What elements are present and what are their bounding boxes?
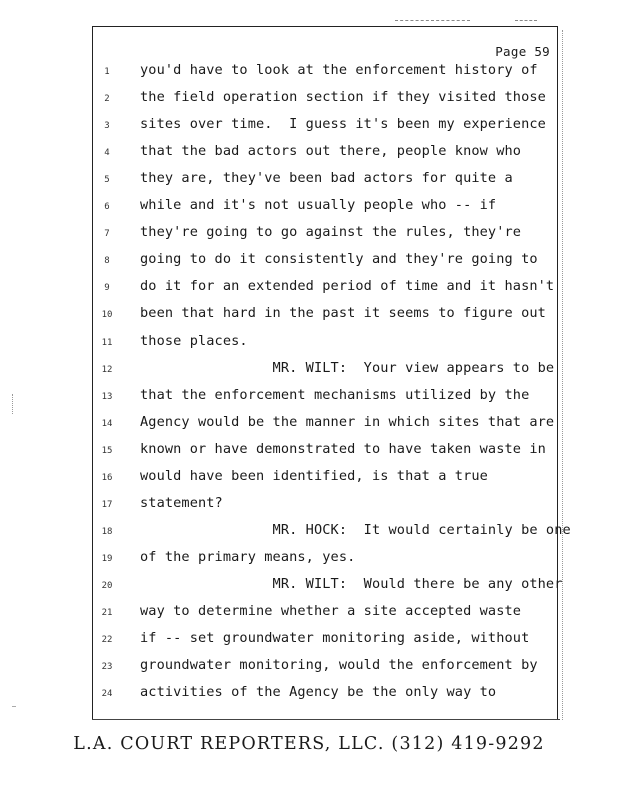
line-number: 2 <box>104 94 110 105</box>
transcript-line <box>0 89 618 116</box>
line-text: MR. HOCK: It would certainly be one <box>140 521 571 538</box>
line-number: 7 <box>104 229 110 240</box>
top-edge-mark-2 <box>515 20 537 22</box>
transcript-line <box>0 441 618 468</box>
line-number: 22 <box>101 635 113 646</box>
transcript-line <box>0 630 618 657</box>
line-text: MR. WILT: Would there be any other <box>140 575 563 592</box>
line-number: 5 <box>104 175 110 186</box>
court-reporter-footer: L.A. COURT REPORTERS, LLC. (312) 419-9292 <box>73 734 545 754</box>
transcript-line <box>0 657 618 684</box>
transcript-line <box>0 143 618 170</box>
line-number: 11 <box>101 337 113 348</box>
top-edge-mark <box>395 20 470 22</box>
line-number: 3 <box>104 121 110 132</box>
line-text: statement? <box>140 494 223 511</box>
page-number: Page 59 <box>495 44 550 59</box>
transcript-line <box>0 684 618 711</box>
transcript-line <box>0 468 618 495</box>
line-text: sites over time. I guess it's been my experience <box>140 116 546 133</box>
line-number: 18 <box>101 526 113 537</box>
line-text: they are, they've been bad actors for quite a <box>140 170 513 187</box>
line-text: that the bad actors out there, people know who <box>140 143 522 160</box>
transcript-line <box>0 333 618 360</box>
line-text: do it for an extended period of time and it hasn't <box>140 278 555 295</box>
line-text: going to do it consistently and they're going to <box>140 251 538 268</box>
line-number: 19 <box>101 553 113 564</box>
line-number: 4 <box>104 148 110 159</box>
line-number: 6 <box>104 202 110 213</box>
line-text: while and it's not usually people who -- if <box>140 197 497 214</box>
line-text: groundwater monitoring, would the enforcement by <box>140 657 538 674</box>
line-text: of the primary means, yes. <box>140 548 356 565</box>
line-number: 8 <box>104 256 110 267</box>
line-text: would have been identified, is that a true <box>140 467 488 484</box>
line-text: they're going to go against the rules, they're <box>140 224 522 241</box>
line-number: 10 <box>101 310 113 321</box>
line-text: the field operation section if they visited those <box>140 89 546 106</box>
transcript-line <box>0 170 618 197</box>
transcript-line <box>0 603 618 630</box>
transcript-line <box>0 305 618 332</box>
line-text: known or have demonstrated to have taken waste in <box>140 440 546 457</box>
transcript-line <box>0 251 618 278</box>
transcript-line <box>0 116 618 143</box>
line-number: 21 <box>101 608 113 618</box>
line-text: if -- set groundwater monitoring aside, without <box>140 630 530 647</box>
transcript-line <box>0 62 618 89</box>
line-number: 16 <box>101 472 113 483</box>
line-number: 9 <box>104 283 110 294</box>
line-text: that the enforcement mechanisms utilized by the <box>140 386 530 403</box>
line-number: 20 <box>101 580 113 591</box>
line-number: 13 <box>101 391 113 402</box>
line-number: 14 <box>101 418 113 429</box>
line-text: Agency would be the manner in which sites that are <box>140 413 555 430</box>
line-number: 1 <box>104 67 110 77</box>
transcript-line <box>0 387 618 414</box>
bottom-rule <box>92 719 560 720</box>
line-text: activities of the Agency be the only way to <box>140 684 497 701</box>
transcript-line <box>0 278 618 305</box>
transcript-line <box>0 576 618 603</box>
transcript-line <box>0 522 618 549</box>
line-text: been that hard in the past it seems to figure out <box>140 305 546 322</box>
line-text: those places. <box>140 332 248 349</box>
transcript-line <box>0 549 618 576</box>
transcript-line <box>0 360 618 387</box>
transcript-line <box>0 414 618 441</box>
transcript-line <box>0 224 618 251</box>
line-text: you'd have to look at the enforcement history of <box>140 62 538 78</box>
line-text: MR. WILT: Your view appears to be <box>140 359 555 376</box>
line-number: 17 <box>101 499 113 510</box>
line-number: 23 <box>101 662 113 673</box>
line-number: 24 <box>101 689 113 700</box>
line-number: 12 <box>101 364 113 375</box>
line-number: 15 <box>101 445 113 456</box>
line-text: way to determine whether a site accepted waste <box>140 603 522 619</box>
transcript-line <box>0 495 618 522</box>
transcript-line <box>0 197 618 224</box>
